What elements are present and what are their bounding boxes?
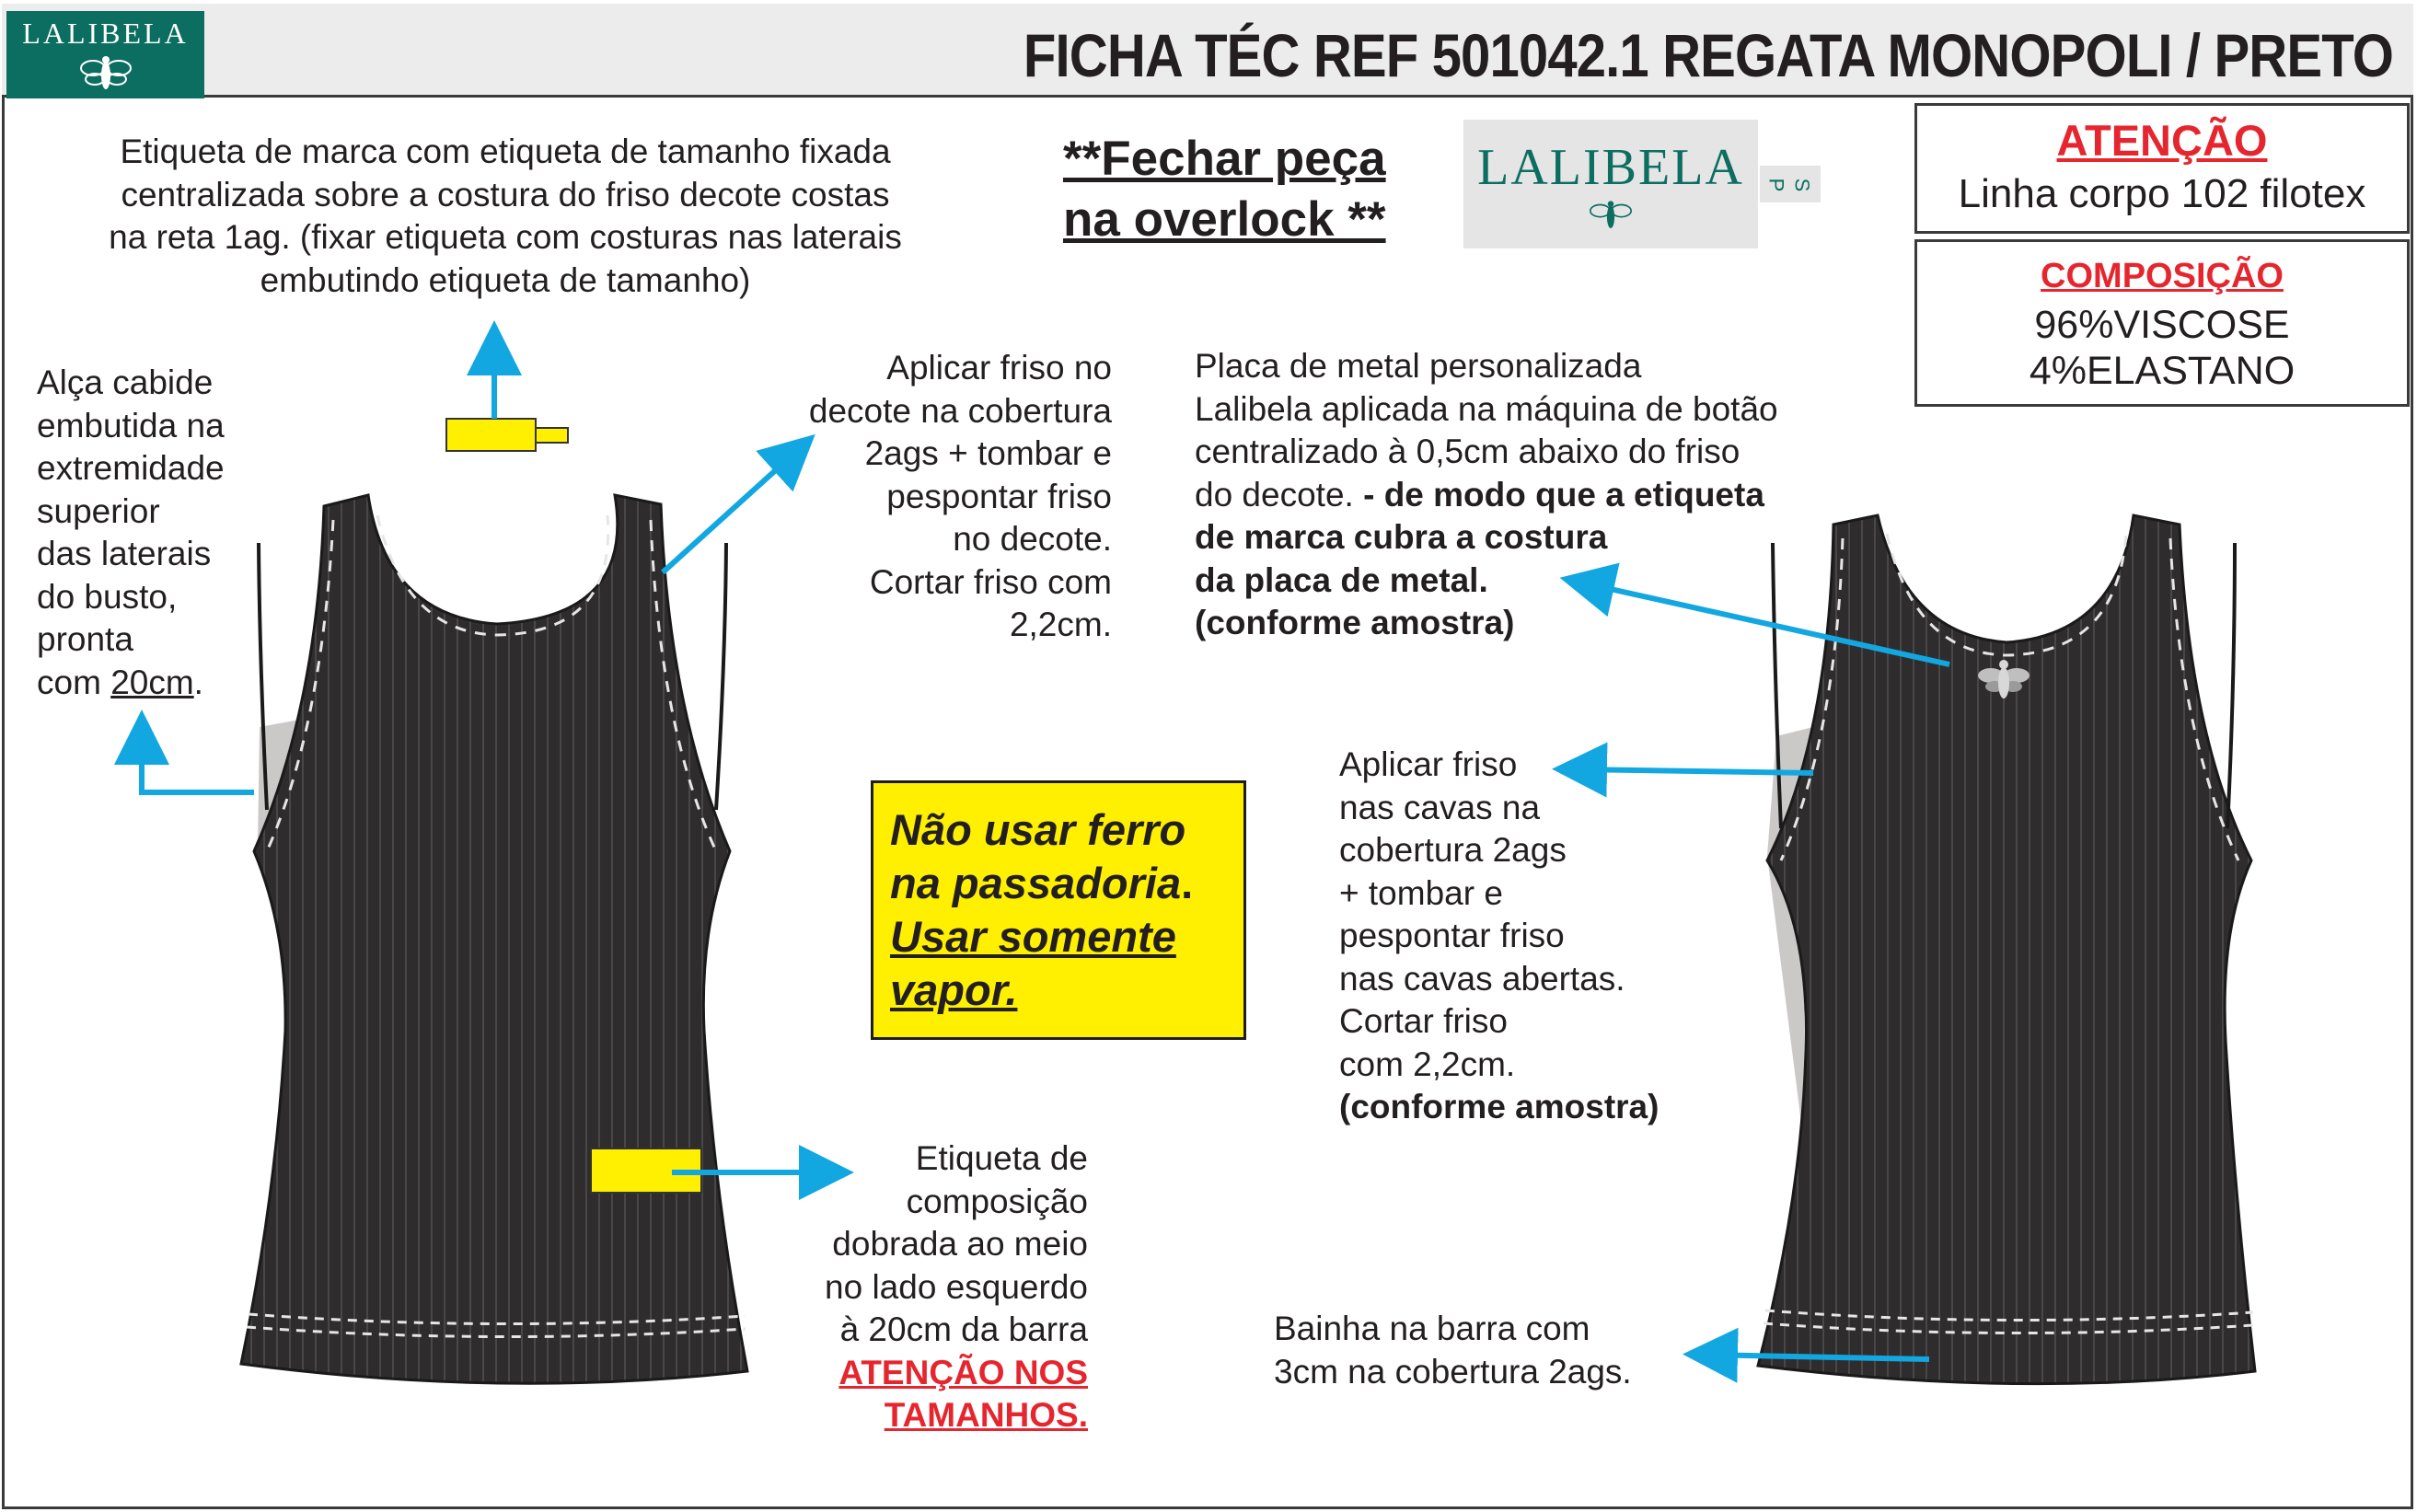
note-line: pespontar friso (1339, 917, 1565, 954)
attention-box (1914, 103, 2410, 234)
note-line: nas cavas na (1339, 788, 1541, 826)
note-line (37, 662, 225, 705)
note-line: Bainha na barra com (1274, 1310, 1590, 1347)
note-line: (conforme amostra) (1195, 604, 1515, 641)
note-overlock (1063, 129, 1386, 250)
note-brand-label (41, 131, 969, 302)
note-line: à 20cm da barra (839, 1310, 1088, 1348)
hanger-loop-right (716, 543, 726, 810)
note-line: no lado esquerdo (825, 1267, 1088, 1306)
brand-tag-body (1463, 120, 1758, 248)
note-neckline (809, 347, 1112, 647)
note-line: superior (37, 491, 160, 530)
size-letter: S (1790, 178, 1814, 192)
note-line: na reta 1ag. (fixar etiqueta com costuras nas laterais (109, 218, 902, 256)
note-hem (1274, 1308, 1632, 1393)
note-line: composição (906, 1182, 1088, 1220)
note-armhole (1339, 744, 1659, 1129)
brand-tag (1463, 120, 1832, 248)
note-line: com 2,2cm. (1339, 1045, 1516, 1083)
warning-line (890, 857, 1227, 910)
garment-front (241, 495, 747, 1383)
composition-heading: COMPOSIÇÃO (2041, 257, 2284, 295)
note-line: 2ags + tombar e (864, 434, 1112, 472)
note-text: . (193, 663, 203, 701)
note-line: Cortar friso (1339, 1002, 1508, 1040)
size-tag (1760, 166, 1821, 202)
note-line: Lalibela aplicada na máquina de botão (1195, 389, 1778, 428)
note-line: + tombar e (1339, 873, 1503, 912)
note-line: do busto, (37, 577, 178, 616)
note-line: de marca cubra a costura (1195, 518, 1608, 556)
note-composition-label (825, 1137, 1088, 1437)
note-line: Alça cabide (37, 364, 214, 401)
note-line: da placa de metal. (1195, 560, 1488, 599)
note-line: embutida na (37, 406, 225, 444)
composition-box (1914, 239, 2410, 407)
note-line: Aplicar friso no (886, 349, 1112, 387)
note-line: das laterais (37, 535, 212, 572)
note-line: pespontar friso (886, 477, 1112, 515)
size-letter: P (1764, 178, 1788, 192)
note-line: Placa de metal personalizada (1195, 347, 1642, 385)
note-line: extremidade (37, 449, 225, 487)
overlock-line: na overlock ** (1063, 192, 1386, 247)
note-line: dobrada ao meio (832, 1225, 1088, 1263)
note-warning-line: ATENÇÃO NOS (838, 1353, 1088, 1391)
note-line: Etiqueta de (915, 1139, 1088, 1177)
garment-front-body (241, 495, 747, 1383)
note-line: centralizada sobre a costura do friso decote costas (121, 175, 890, 214)
note-text-bold: - de modo que a etiqueta (1363, 475, 1764, 514)
composition-line: 4%ELASTANO (2029, 349, 2296, 393)
brand-logo-text: LALIBELA (22, 17, 189, 50)
note-warning-line: TAMANHOS. (884, 1396, 1088, 1434)
note-line: Cortar friso com (869, 562, 1112, 601)
note-metal-plate (1195, 345, 1778, 645)
note-line: centralizado à 0,5cm abaixo do friso (1195, 433, 1740, 470)
page-title: FICHA TÉC REF 501042.1 REGATA MONOPOLI / PRETO (1023, 21, 2393, 89)
warning-text: na passadoria (890, 859, 1182, 907)
iron-warning-box (871, 780, 1246, 1040)
warning-line: Não usar ferro (890, 805, 1186, 854)
garment-back (1758, 515, 2255, 1384)
note-line: 3cm na cobertura 2ags. (1274, 1352, 1632, 1391)
note-line: no decote. (953, 520, 1112, 558)
note-hanger-loop (37, 362, 225, 704)
note-text: com (37, 663, 111, 701)
note-line: nas cavas abertas. (1339, 959, 1625, 998)
note-line: (conforme amostra) (1339, 1088, 1660, 1125)
bee-icon (1590, 197, 1632, 234)
note-measure: 20cm (110, 663, 194, 701)
brand-tag-name: LALIBELA (1477, 139, 1744, 196)
note-line: embutindo etiqueta de tamanho) (260, 260, 751, 299)
note-line (1195, 474, 1778, 517)
overlock-line: **Fechar peça (1063, 132, 1386, 186)
note-line: Aplicar friso (1339, 745, 1518, 783)
warning-text: . (1181, 859, 1194, 907)
composition-line: 96%VISCOSE (2034, 303, 2290, 347)
brand-size-label-sketch (446, 419, 568, 451)
attention-text: Linha corpo 102 filotex (1958, 171, 2366, 216)
note-line: decote na cobertura (808, 391, 1112, 430)
warning-line: vapor. (890, 965, 1018, 1014)
arrow-neckline (663, 449, 799, 572)
note-line: pronta (37, 620, 133, 658)
note-line: Etiqueta de marca com etiqueta de tamanho fixada (120, 133, 891, 170)
attention-heading: ATENÇÃO (2056, 116, 2268, 165)
note-line: 2,2cm. (1009, 606, 1112, 643)
arrow-hanger (142, 732, 254, 792)
warning-line: Usar somente (890, 912, 1176, 961)
note-text: do decote. (1195, 475, 1364, 514)
note-line: cobertura 2ags (1339, 831, 1567, 869)
